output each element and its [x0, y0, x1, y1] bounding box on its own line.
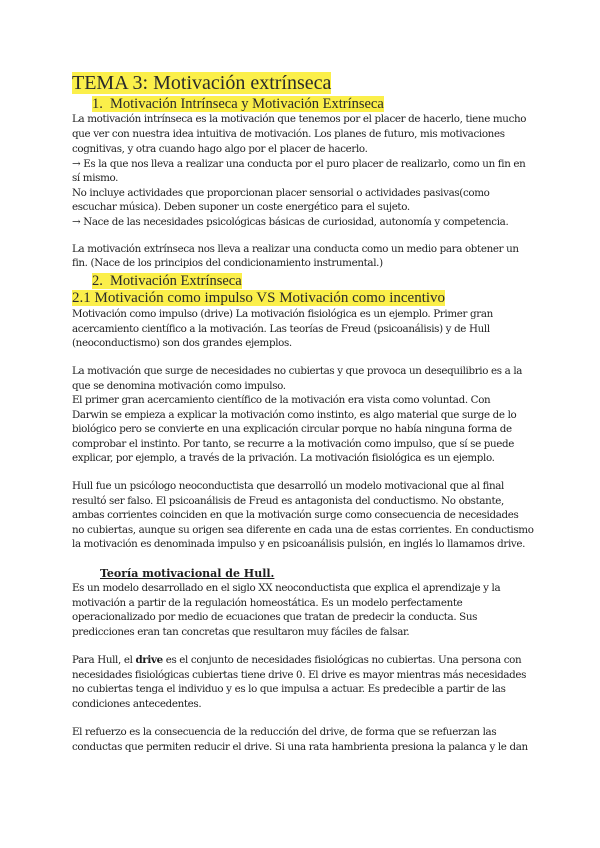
s1-line-5: sí mismo.	[72, 172, 119, 184]
s1-line-1: La motivación intrínseca es la motivación que tenemos por el placer de hacerlo, tiene mucho	[72, 113, 527, 125]
title-highlight: TEMA 3: Motivación extrínseca	[72, 72, 332, 94]
p5-line-1-post: es el conjunto de necesidades fisiológicas no cubiertas. Una persona con	[162, 654, 522, 666]
p2-line-3: El primer gran acercamiento científico de la motivación era vista como voluntad. Con	[72, 394, 491, 406]
p3-line-3: ambas corrientes coinciden en que la motivación surge como consecuencia de necesidades	[72, 509, 519, 521]
section-2-label: Motivación Extrínseca	[110, 273, 242, 289]
s1-line-2: que ver con nuestra idea intuitiva de motivación. Los planes de futuro, mis motivaciones	[72, 128, 505, 140]
p2-line-6: comprobar el instinto. Por tanto, se recurre a la motivación como impulso, que sí se puede	[72, 438, 515, 450]
p2-line-7: explicar, por ejemplo, a través de la privación. La motivación fisiológica es un ejemplo.	[72, 452, 495, 464]
s1-line-7: escuchar música). Deben suponer un coste energético para el sujeto.	[72, 201, 410, 213]
s1-line-6: No incluye actividades que proporcionan placer sensorial o actividades pasivas(como	[72, 187, 490, 199]
p5-line-1-pre: Para Hull, el	[72, 654, 136, 666]
p2-line-2: que se denomina motivación como impulso.	[72, 380, 286, 392]
hull-theory-subheading: Teoría motivacional de Hull.	[100, 567, 275, 580]
s1-line-4: → Es la que nos lleva a realizar una conducta por el puro placer de realizarlo, como un fin en	[72, 158, 526, 170]
p3-line-2: resultó ser falso. El psicoanálisis de Freud es antagonista del conductismo. No obstante,	[72, 495, 504, 507]
p4-line-4: predicciones eran tan concretas que resultaron muy fáciles de falsar.	[72, 626, 410, 638]
p4-line-2: motivación a partir de la regulación homeostática. Es un modelo perfectamente	[72, 597, 463, 609]
p2-line-1: La motivación que surge de necesidades no cubiertas y que provoca un desequilibrio es a la	[72, 365, 523, 377]
p4-line-3: operacionalizado por medio de ecuaciones que tratan de predecir la conducta. Sus	[72, 611, 478, 623]
page-title	[72, 72, 331, 94]
p5-line-1	[72, 653, 532, 669]
section-2-1-highlight: 2.1 Motivación como impulso VS Motivación como incentivo	[72, 290, 446, 306]
p1-line-3: (neoconductismo) son dos grandes ejemplos.	[72, 337, 292, 349]
section-2-1-heading	[72, 289, 445, 307]
p6-line-1: El refuerzo es la consecuencia de la reducción del drive, de forma que se refuerzan las	[72, 726, 497, 738]
p5-line-3: no cubiertas tenga el individuo y es lo que impulsa a actuar. Es predecible a partir de las	[72, 683, 506, 695]
section-2-heading	[92, 272, 242, 290]
p3-line-5: la motivación es denominada impulso y en psicoanálisis pulsión, en inglés lo llamamos drive.	[72, 538, 526, 550]
p2-line-5: biológico pero se convierte en una explicación circular porque no había ninguna forma de	[72, 423, 512, 435]
p1-line-1: Motivación como impulso (drive) La motivación fisiológica es un ejemplo. Primer gran	[72, 308, 493, 320]
s1b-line-2: fin. (Nace de los principios del condicionamiento instrumental.)	[72, 257, 383, 269]
section-1-heading	[92, 95, 384, 113]
p6-line-2: conductas que permiten reducir el drive. Si una rata hambrienta presiona la palanca y le dan	[72, 741, 528, 753]
section-1-label: Motivación Intrínseca y Motivación Extrínseca	[110, 96, 384, 112]
p4-line-1: Es un modelo desarrollado en el siglo XX neoconductista que explica el aprendizaje y la	[72, 582, 501, 594]
p5-line-2: necesidades fisiológicas cubiertas tiene drive 0. El drive es mayor mientras más necesidades	[72, 669, 527, 681]
s1b-line-1: La motivación extrínseca nos lleva a realizar una conducta como un medio para obtener un	[72, 243, 519, 255]
section-1-highlight	[92, 96, 384, 112]
p3-line-4: no cubiertas, aunque su origen sea diferente en cada una de estas corrientes. En conductismo	[72, 524, 534, 536]
s1-line-8: → Nace de las necesidades psicológicas básicas de curiosidad, autonomía y competencia.	[72, 216, 509, 228]
section-1-number: 1.	[92, 96, 103, 112]
section-2-highlight	[92, 273, 242, 289]
section-2-number: 2.	[92, 273, 103, 289]
p5-line-4: condiciones antecedentes.	[72, 698, 202, 710]
drive-term: drive	[135, 654, 163, 666]
p3-line-1: Hull fue un psicólogo neoconductista que desarrolló un modelo motivacional que al final	[72, 480, 504, 492]
p2-line-4: Darwin se empieza a explicar la motivación como instinto, es algo material que surge de lo	[72, 409, 517, 421]
p1-line-2: acercamiento científico a la motivación. Las teorías de Freud (psicoanálisis) y de Hull	[72, 323, 490, 335]
s1-line-3: cognitivas, y otra cuando hago algo por el placer de hacerlo.	[72, 143, 368, 155]
